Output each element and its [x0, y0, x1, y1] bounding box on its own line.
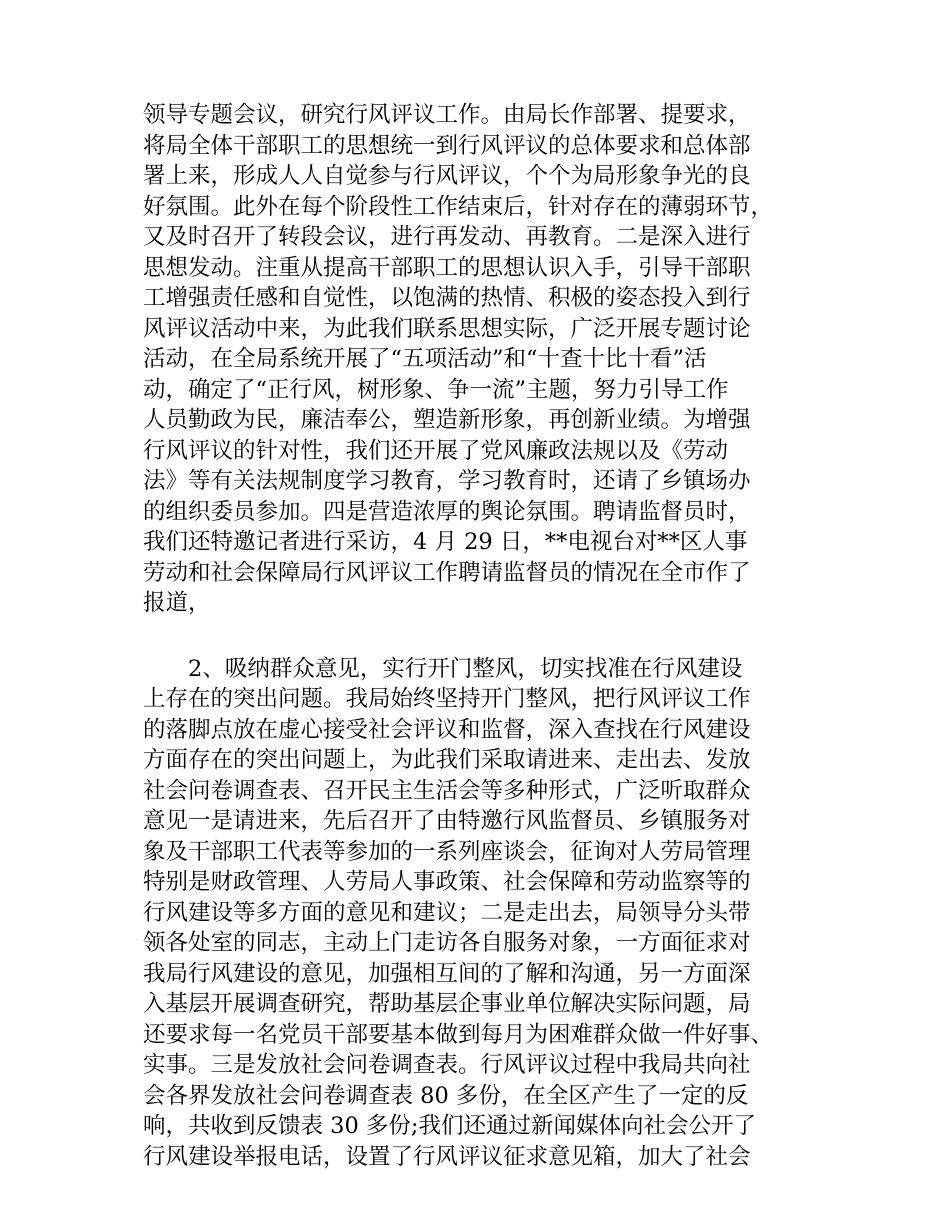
text-line: 实事。三是发放社会问卷调查表。行风评议过程中我局共向社 [143, 1052, 751, 1078]
text-line: 人员勤政为民，廉洁奉公，塑造新形象，再创新业绩。为增强 [143, 407, 751, 433]
text-line: 署上来，形成人人自觉参与行风评议，个个为局形象争光的良 [143, 163, 751, 189]
text-line: 我们还特邀记者进行采访，4 月 29 日，**电视台对**区人事 [143, 529, 748, 555]
document-page [143, 100, 813, 1172]
text-line: 的落脚点放在虚心接受社会评议和监督，深入查找在行风建设 [143, 716, 751, 743]
text-line: 特别是财政管理、人劳局人事政策、社会保障和劳动监察等的 [143, 869, 751, 895]
text-line: 我局行风建设的意见，加强相互间的了解和沟通，另一方面深 [143, 960, 751, 987]
text-line: 好氛围。此外在每个阶段性工作结束后，针对存在的薄弱环节， [143, 193, 774, 220]
text-line: 领导专题会议，研究行风评议工作。由局长作部署、提要求， [143, 102, 751, 128]
text-line: 报道， [143, 590, 211, 616]
text-line: 思想发动。注重从提高干部职工的思想认识入手，引导干部职 [143, 254, 751, 281]
text-line: 法》等有关法规制度学习教育，学习教育时，还请了乡镇场办 [143, 468, 751, 494]
text-line: 活动，在全局系统开展了“五项活动”和“十查十比十看”活 [143, 346, 707, 372]
text-line: 象及干部职工代表等参加的一系列座谈会，征询对人劳局管理 [143, 838, 751, 865]
text-line: 方面存在的突出问题上，为此我们采取请进来、走出去、发放 [143, 747, 751, 773]
text-line: 社会问卷调查表、召开民主生活会等多种形式，广泛听取群众 [143, 777, 751, 804]
text-line: 上存在的突出问题。我局始终坚持开门整风，把行风评议工作 [143, 686, 751, 712]
paragraph-2 [143, 654, 813, 1173]
paragraph-gap [143, 619, 813, 654]
text-line: 的组织委员参加。四是营造浓厚的舆论氛围。聘请监督员时， [143, 498, 751, 525]
text-line: 入基层开展调查研究，帮助基层企事业单位解决实际问题，局 [143, 991, 751, 1017]
text-line: 行风建设举报电话，设置了行风评议征求意见箱，加大了社会 [143, 1143, 751, 1170]
text-line: 行风评议的针对性，我们还开展了党风廉政法规以及《劳动 [143, 437, 729, 464]
text-line: 将局全体干部职工的思想统一到行风评议的总体要求和总体部 [143, 132, 751, 159]
text-line: 会各界发放社会问卷调查表 80 多份，在全区产生了一定的反 [143, 1082, 749, 1109]
text-line: 响，共收到反馈表 30 多份;我们还通过新闻媒体向社会公开了 [143, 1113, 757, 1139]
text-line: 意见一是请进来，先后召开了由特邀行风监督员、乡镇服务对 [143, 808, 751, 834]
paragraph-1 [143, 100, 813, 619]
text-line: 工增强责任感和自觉性，以饱满的热情、积极的姿态投入到行 [143, 285, 751, 311]
text-line: 风评议活动中来，为此我们联系思想实际，广泛开展专题讨论 [143, 315, 751, 342]
text-line: 又及时召开了转段会议，进行再发动、再教育。二是深入进行 [143, 224, 751, 250]
text-line: 2、吸纳群众意见，实行开门整风，切实找准在行风建设 [188, 655, 743, 682]
text-line: 行风建设等多方面的意见和建议；二是走出去，局领导分头带 [143, 899, 751, 926]
text-line: 劳动和社会保障局行风评议工作聘请监督员的情况在全市作了 [143, 559, 751, 586]
text-line: 领各处室的同志，主动上门走访各自服务对象，一方面征求对 [143, 930, 751, 956]
text-line: 动，确定了“正行风，树形象、争一流”主题，努力引导工作 [143, 376, 729, 403]
text-line: 还要求每一名党员干部要基本做到每月为困难群众做一件好事、 [143, 1021, 774, 1048]
